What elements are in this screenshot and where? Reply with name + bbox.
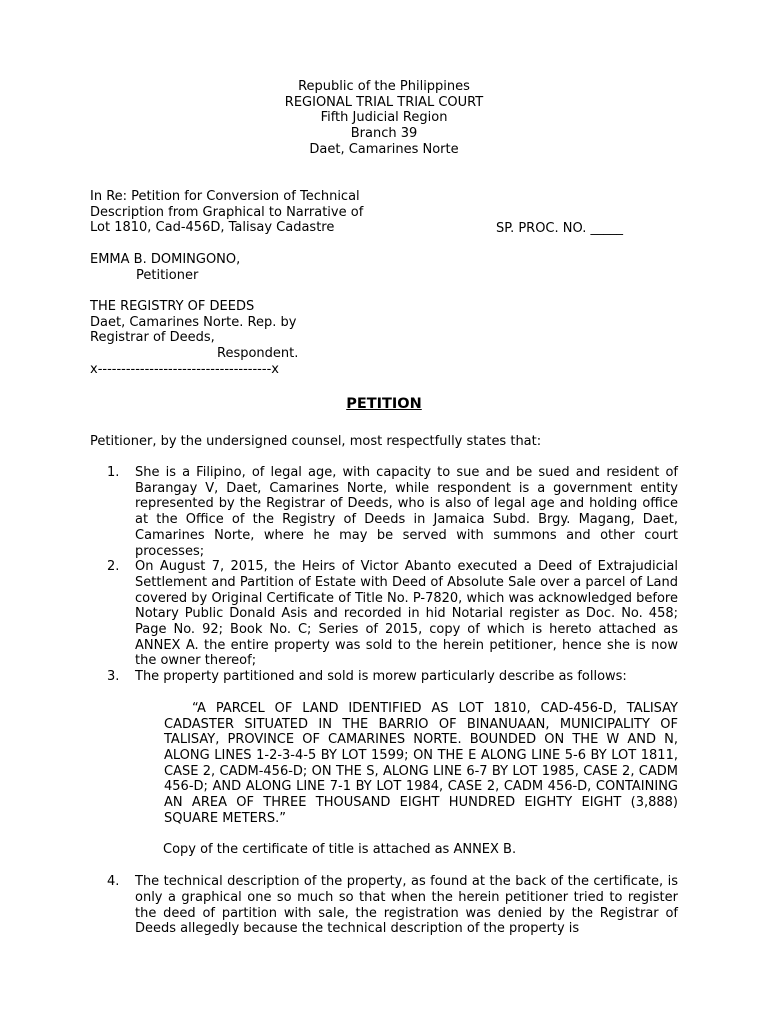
court-header [0, 79, 768, 157]
item-text: The technical description of the property, as found at the back of the certificate, is only a graphical one so much so that when the herein petitioner tried to register the deed of partition with sale, the registration was denied by the Registrar of Deeds allegedly because the technical description of the property is [135, 874, 678, 937]
list-item [107, 669, 678, 685]
list-item [107, 874, 678, 937]
petitioner-name: EMMA B. DOMINGONO, [90, 252, 241, 267]
in-re-line: In Re: Petition for Conversion of Technical [90, 189, 360, 204]
header-line-republic: Republic of the Philippines [298, 79, 470, 94]
respondent-block [90, 299, 298, 362]
item-text: The property partitioned and sold is morew particularly describe as follows: [135, 669, 627, 685]
caption-separator: x-------------------------------------x [90, 362, 279, 377]
list-item [107, 559, 678, 669]
allegations-list [107, 465, 678, 937]
respondent-line: THE REGISTRY OF DEEDS [90, 299, 255, 314]
item-number: 2. [107, 559, 120, 575]
item-number: 3. [107, 669, 120, 685]
item-text: She is a Filipino, of legal age, with capacity to sue and be sued and resident of Barangay V, Daet, Camarines Norte, while respondent is a government entity represented by the Registrar of Deeds, who is also of legal age and holding office at the Office of the Registry of Deeds in Jamaica Subd. Brgy. Magang, Daet, Camarines Norte, where he may be served with summons and other court processes; [135, 465, 678, 559]
item-number: 4. [107, 874, 120, 890]
petitioner-role: Petitioner [136, 267, 199, 283]
property-description-quote: “A PARCEL OF LAND IDENTIFIED AS LOT 1810, CAD-456-D, TALISAY CADASTER SITUATED IN THE BARRIO OF BINANUAAN, MUNICIPALITY OF TALISAY, PROVINCE OF CAMARINES NORTE. BOUNDED ON THE W AND N, ALONG LINES 1-2-3-4-5 BY LOT 1599; ON THE E ALONG LINE 5-6 BY LOT 1811, CASE 2, CADM-456-D; ON THE S, ALONG LINE 6-7 BY LOT 1985, CASE 2, CADM 456-D; AND ALONG LINE 7-1 BY LOT 1984, CASE 2, CADM 456-D, CONTAINING AN AREA OF THREE THOUSAND EIGHT HUNDRED EIGHTY EIGHT (3,888) SQUARE METERS.” [164, 700, 678, 826]
in-re-line: Description from Graphical to Narrative of [90, 204, 364, 220]
sp-proc-number: SP. PROC. NO. _____ [496, 221, 623, 236]
case-caption [90, 189, 363, 236]
petitioner-block [90, 252, 240, 283]
intro-paragraph: Petitioner, by the undersigned counsel, most respectfully states that: [90, 434, 542, 449]
header-line-court: REGIONAL TRIAL TRIAL COURT [284, 94, 484, 110]
header-line-region: Fifth Judicial Region [320, 110, 448, 126]
header-line-branch: Branch 39 [350, 126, 418, 142]
list-item [107, 465, 678, 559]
in-re-line: Lot 1810, Cad-456D, Talisay Cadastre [90, 220, 335, 236]
property-description-block [135, 701, 678, 858]
annex-b-note: Copy of the certificate of title is attached as ANNEX B. [163, 842, 517, 858]
document-title: PETITION [346, 396, 422, 412]
item-text: On August 7, 2015, the Heirs of Victor Abanto executed a Deed of Extrajudicial Settlement and Partition of Estate with Deed of Absolute Sale over a parcel of Land covered by Original Certificate of Title No. P-7820, which was acknowledged before Notary Public Donald Asis and recorded in hid Notarial register as Doc. No. 458; Page No. 92; Book No. C; Series of 2015, copy of which is hereto attached as ANNEX A. the entire property was sold to the herein petitioner, hence she is now the owner thereof; [135, 559, 678, 669]
item-number: 1. [107, 465, 120, 480]
respondent-line: Daet, Camarines Norte. Rep. by [90, 314, 297, 330]
respondent-line: Registrar of Deeds, [90, 330, 215, 346]
respondent-role: Respondent. [217, 346, 299, 362]
header-line-location: Daet, Camarines Norte [309, 141, 459, 157]
